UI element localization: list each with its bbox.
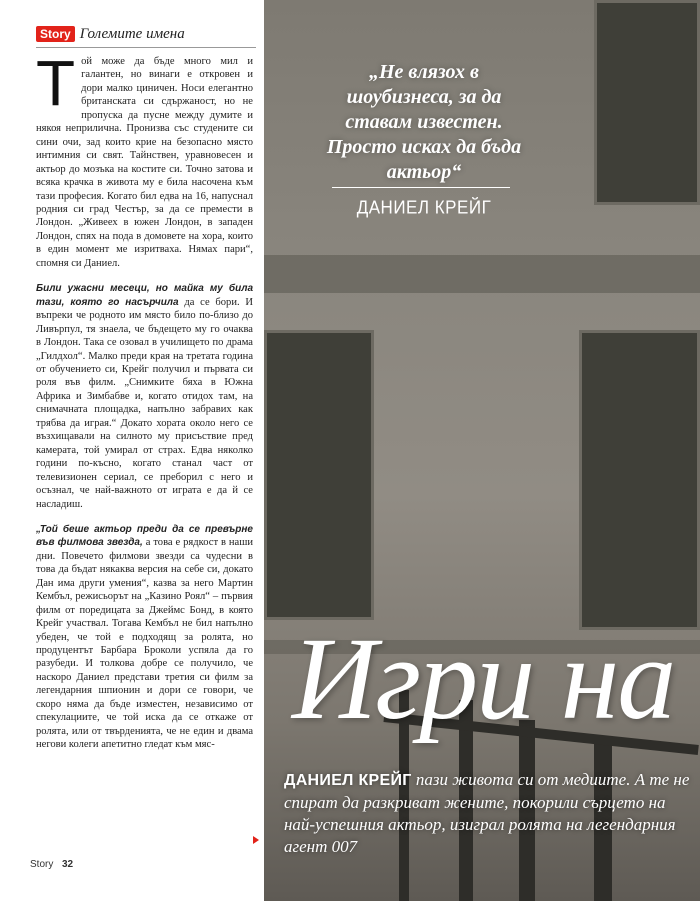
page-number: 32 <box>62 859 74 870</box>
article-column <box>0 0 264 901</box>
article-title: Игри на <box>292 613 675 744</box>
article-deck <box>284 769 692 858</box>
paragraph-3-lead-in: „Той беше актьор преди да се превърне във филмова звезда, <box>36 523 253 549</box>
continue-arrow-icon <box>253 836 259 844</box>
photo-window-top <box>594 0 700 205</box>
pull-quote-rule <box>332 187 510 188</box>
paragraph-2-lead-in: Били ужасни месеци, но майка му била тази, която го насърчила <box>36 283 253 308</box>
pull-quote: „Не влязох в шоубизнеса, за да ставам известен. Просто исках да бъда актьор“ <box>326 61 522 183</box>
drop-cap: Т <box>36 47 76 119</box>
section-header <box>36 25 185 43</box>
pull-quote-author: ДАНИЕЛ КРЕЙГ <box>356 197 492 218</box>
article-body <box>36 47 253 764</box>
paragraph-1-text: ой може да бъде много мил и галантен, но винаги е откровен и дори малко циничен. Носи елегантно британската си сдържаност, но не пропуска да пусне между думите и някоя неприлична. Пронизва със студените си сини очи, зад които крие на безопасно място интимния си свят. Тайнствен, уравновесен и актьор до мозъка на костите си. Точно затова и всяка крачка в живота му е била насочена към тази професия. Когато бил едва на 16, напуснал родния си град Честър, за да се премести в Лондон. „Живеех в южен Лондон, в западен Лондон, спях на пода в домовете на хора, които в един момент ме изритваха. Нямах пари“, спомня си Даниел. <box>36 56 253 269</box>
footer-label: Story <box>30 859 54 870</box>
story-tag: Story <box>36 26 75 42</box>
hero-photo <box>264 0 700 901</box>
section-name: Големите имена <box>79 25 185 42</box>
paragraph-3 <box>36 523 253 752</box>
deck-name: ДАНИЕЛ КРЕЙГ <box>284 772 412 789</box>
paragraph-3-text: а това е рядкост в наши дни. Повечето филмови звезди са чудесни в това да бъдат някаква версия на себе си, докато Дан има други умения“, казва за него Мартин Кембъл, режисьорът на „Казино Роял“ – първия филм от поредицата за Джеймс Бонд, в която Крейг участвал. Тогава Кембъл не бил напълно убеден, че той е подходящ за ролята, но продуцентът Барбара Броколи успяла да го разубеди. И толкова добре се получило, че наскоро Даниел представи третия си филм за легендарния шпионин и дори се говори, че скоро няма да бъде изместен, независимо от спекулациите, че той иска да се откаже от ролята, или от твърденията, че не един и двама негови колеги апетитно гледат към мяс- <box>36 537 253 751</box>
paragraph-2-text: да се бори. И въпреки че родното им място било по-близо до Ливърпул, тя знаела, че бъдещето му го очаква в Лондон. Така се озовал в училището по драма „Гилдхол“. Малко преди края на третата година от обучението си, Крейг получил и първата си роля във филм. „Снимките бяха в Южна Африка и Зимбабве и, когато отидох там, на снимачната площадка, напълно забравих как трябва да играя.“ Докато хората около него се възхищавали на силното му присъствие пред камерата, той умирал от страх. Едва няколко години по-късно, когато станал част от телевизионен сериал, се преборил с него и осъзнал, че най-важното от играта е да й се насладиш. <box>36 296 253 510</box>
paragraph-2 <box>36 282 253 511</box>
photo-window-right <box>579 330 700 630</box>
photo-window-left <box>264 330 374 620</box>
photo-ledge <box>264 255 700 293</box>
paragraph-1 <box>36 47 253 270</box>
deck-text: пази живота си от медиите. А те не спират да разкриват жените, покорили сърцето на най-успешния актьор, изиграл ролята на легендарния агент 007 <box>284 770 690 856</box>
